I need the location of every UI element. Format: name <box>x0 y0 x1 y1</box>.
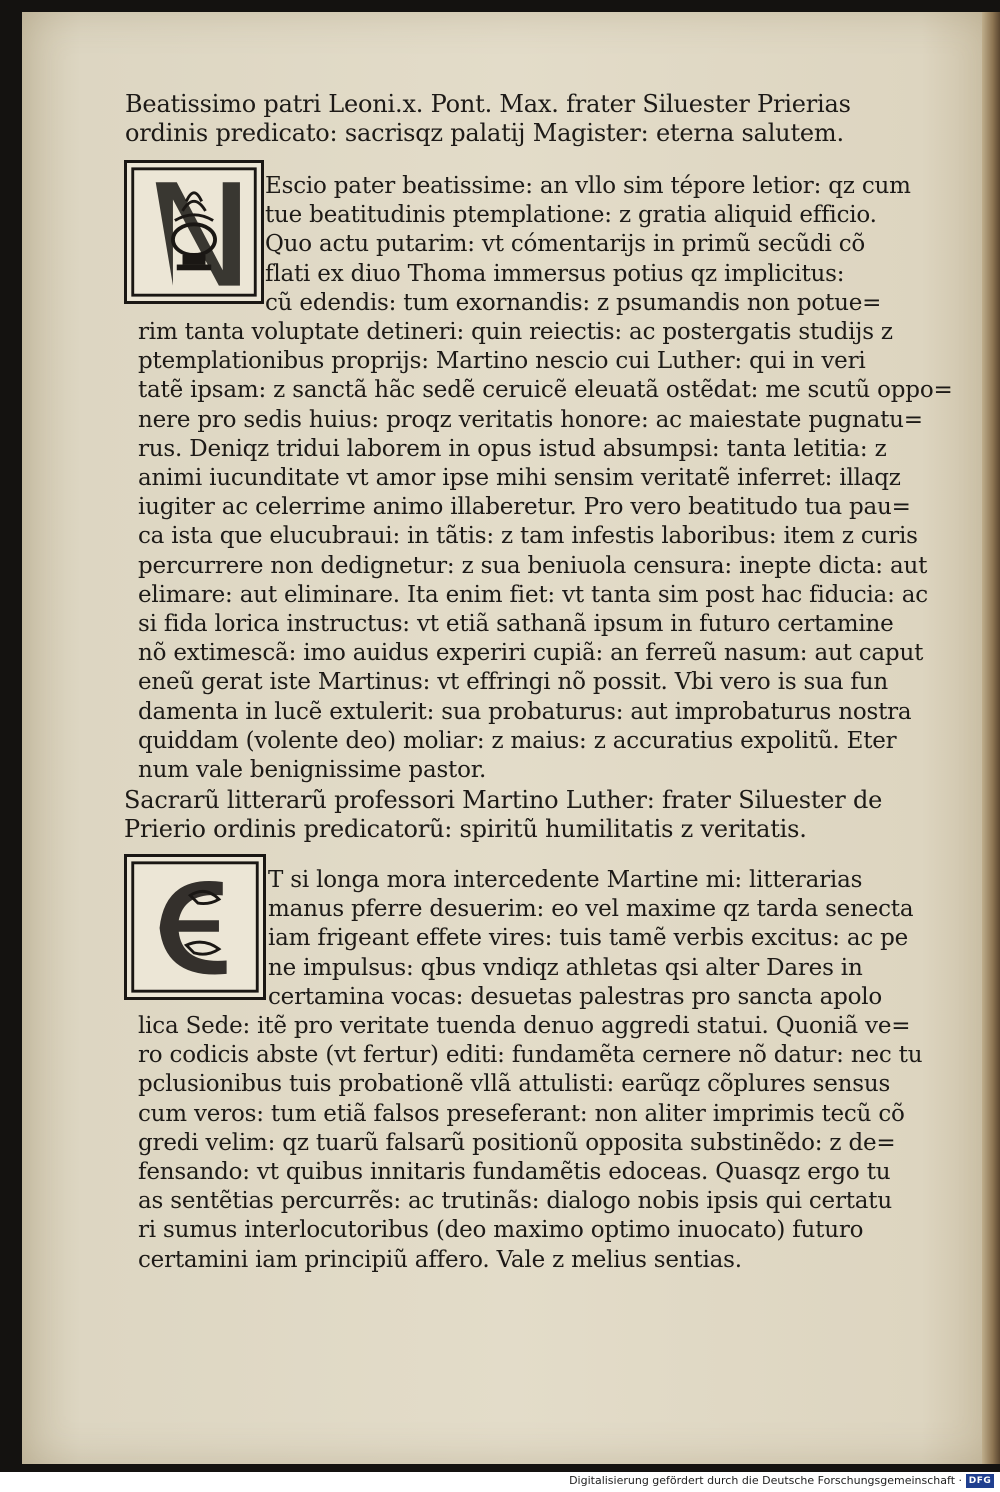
text-line: Prierio ordinis predicatorũ: spiritũ humilitatis z veritatis. <box>124 815 807 843</box>
text-line: certamina vocas: desuetas palestras pro sancta apolo <box>268 983 883 1010</box>
text-line: animi iucunditate vt amor ipse mihi sensim veritatẽ inferret: illaqz <box>138 465 901 492</box>
text-line: eneũ gerat iste Martinus: vt effringi nõ possit. Vbi vero is sua fun <box>138 669 888 696</box>
text-line: elimare: aut eliminare. Ita enim fiet: vt tanta sim post hac fiducia: ac <box>138 581 928 608</box>
ornamental-vase-icon <box>127 163 261 301</box>
text-line: cum veros: tum etiã falsos preseferant: non aliter imprimis tecũ cõ <box>138 1100 905 1127</box>
text-line: ne impulsus: qbus vndiqz athletas qsi alter Dares in <box>268 954 863 981</box>
text-line: si fida lorica instructus: vt etiã sathanã ipsum in futuro certamine <box>138 611 894 638</box>
text-line: manus pferre desuerim: eo vel maxime qz tarda senecta <box>268 896 914 923</box>
text-line: fensando: vt quibus innitaris fundamẽtis edoceas. Quasqz ergo tu <box>138 1159 891 1186</box>
decorated-initial-n <box>124 160 264 304</box>
ornamental-bird-icon <box>127 857 263 997</box>
dfg-logo-icon: DFG <box>966 1474 994 1488</box>
text-line: nere pro sedis huius: proqz veritatis honore: ac maiestate pugnatu= <box>138 406 923 433</box>
text-line: ordinis predicato: sacrisqz palatij Magister: eterna salutem. <box>125 119 844 147</box>
text-line: T si longa mora intercedente Martine mi: litterarias <box>268 867 863 893</box>
text-line: rus. Deniqz tridui laborem in opus istud absumpsi: tanta letitia: z <box>138 435 887 462</box>
text-line: percurrere non dedignetur: z sua beniuola censura: inepte dicta: aut <box>138 552 928 579</box>
text-line: lica Sede: itẽ pro veritate tuenda denuo aggredi statui. Quoniã ve= <box>138 1013 911 1040</box>
dedication-letter-text <box>138 172 953 785</box>
text-line: Sacrarũ litterarũ professori Martino Luther: frater Siluester de <box>124 786 883 814</box>
text-line: tue beatitudinis ptemplatione: z gratia aliquid efficio. <box>265 202 877 229</box>
text-line: gredi velim: qz tuarũ falsarũ positionũ opposita substinẽdo: z de= <box>138 1129 896 1156</box>
dedication-heading <box>125 90 851 148</box>
letter-heading <box>124 786 882 844</box>
letter-text <box>138 866 923 1275</box>
text-line: flati ex diuo Thoma immersus potius qz implicitus: <box>265 260 845 287</box>
text-line: iam frigeant effete vires: tuis tamẽ verbis excitus: ac pe <box>268 925 909 952</box>
decorated-initial-e <box>124 854 266 1000</box>
text-line: rim tanta voluptate detineri: quin reiectis: ac postergatis studijs z <box>138 319 893 346</box>
footer-credit: Digitalisierung gefördert durch die Deutsche Forschungsgemeinschaft · <box>569 1474 962 1487</box>
text-line: nõ extimescã: imo auidus experiri cupiã: an ferreũ nasum: aut caput <box>138 640 924 667</box>
text-line: quiddam (volente deo) moliar: z maius: z accuratius expolitũ. Eter <box>138 727 897 754</box>
text-line: certamini iam principiũ affero. Vale z melius sentias. <box>138 1246 742 1273</box>
text-line: Beatissimo patri Leoni.x. Pont. Max. frater Siluester Prierias <box>125 90 851 118</box>
text-line: as sentẽtias percurrẽs: ac trutinãs: dialogo nobis ipsis qui certatu <box>138 1188 892 1215</box>
text-line: cũ edendis: tum exornandis: z psumandis non potue= <box>265 289 882 316</box>
text-line: damenta in lucẽ extulerit: sua probaturus: aut improbaturus nostra <box>138 698 912 725</box>
text-line: ptemplationibus proprijs: Martino nescio cui Luther: qui in veri <box>138 348 866 375</box>
text-line: ro codicis abste (vt fertur) editi: fundamẽta cernere nõ datur: nec tu <box>138 1042 923 1069</box>
digitization-footer <box>0 1472 1000 1492</box>
page-edge <box>982 12 1000 1464</box>
text-line: ca ista que elucubraui: in tãtis: z tam infestis laboribus: item z curis <box>138 523 918 550</box>
text-line: num vale benignissime pastor. <box>138 757 487 784</box>
text-line: tatẽ ipsam: z sanctã hãc sedẽ ceruicẽ eleuatã ostẽdat: me scutũ oppo= <box>138 377 953 404</box>
text-line: iugiter ac celerrime animo illaberetur. Pro vero beatitudo tua pau= <box>138 494 911 521</box>
text-line: ri sumus interlocutoribus (deo maximo optimo inuocato) futuro <box>138 1217 864 1244</box>
text-line: Escio pater beatissime: an vllo sim tépore letior: qz cum <box>265 173 911 199</box>
text-line: Quo actu putarim: vt cómentarijs in primũ secũdi cõ <box>265 231 866 258</box>
text-line: pclusionibus tuis probationẽ vllã attulisti: earũqz cõplures sensus <box>138 1071 891 1098</box>
